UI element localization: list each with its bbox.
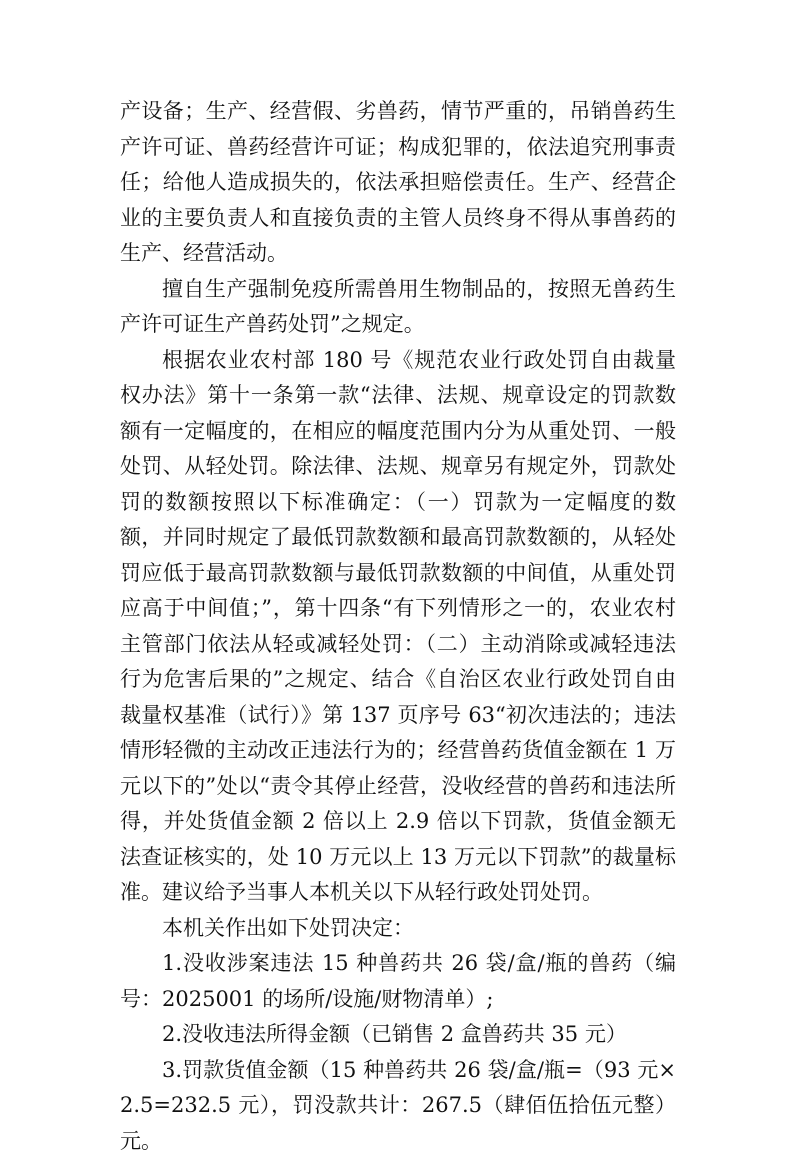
paragraph-penalty-item-3: 3.罚款货值金额（15 种兽药共 26 袋/盒/瓶=（93 元×2.5=232.5 元），罚没款共计：267.5（肆佰伍拾伍元整）元。: [120, 1053, 676, 1159]
paragraph-penalty-item-1: 1.没收涉案违法 15 种兽药共 26 袋/盒/瓶的兽药（编号：2025001 的场所/设施/财物清单）;: [120, 946, 676, 1017]
paragraph-biological-products: 擅自生产强制免疫所需兽用生物制品的，按照无兽药生产许可证生产兽药处罚”之规定。: [120, 272, 676, 343]
document-body: [120, 94, 676, 1159]
paragraph-decision-intro: 本机关作出如下处罚决定：: [120, 911, 676, 947]
paragraph-penalty-item-2: 2.没收违法所得金额（已销售 2 盒兽药共 35 元）: [120, 1017, 676, 1053]
paragraph-continuation: 产设备；生产、经营假、劣兽药，情节严重的，吊销兽药生产许可证、兽药经营许可证；构成犯罪的，依法追究刑事责任；给他人造成损失的，依法承担赔偿责任。生产、经营企业的主要负责人和直接负责的主管人员终身不得从事兽药的生产、经营活动。: [120, 94, 676, 272]
paragraph-legal-basis: 根据农业农村部 180 号《规范农业行政处罚自由裁量权办法》第十一条第一款“法律、法规、规章设定的罚款数额有一定幅度的，在相应的幅度范围内分为从重处罚、一般处罚、从轻处罚。除法律、法规、规章另有规定外，罚款处罚的数额按照以下标准确定：（一）罚款为一定幅度的数额，并同时规定了最低罚款数额和最高罚款数额的，从轻处罚应低于最高罚款数额与最低罚款数额的中间值，从重处罚应高于中间值；”，第十四条“有下列情形之一的，农业农村主管部门依法从轻或减轻处罚：（二）主动消除或减轻违法行为危害后果的”之规定、结合《自治区农业行政处罚自由裁量权基准（试行）》第 137 页序号 63“初次违法的；违法情形轻微的主动改正违法行为的；经营兽药货值金额在 1 万元以下的”处以“责令其停止经营，没收经营的兽药和违法所得，并处货值金额 2 倍以上 2.9 倍以下罚款，货值金额无法查证核实的，处 10 万元以上 13 万元以下罚款”的裁量标准。建议给予当事人本机关以下从轻行政处罚处罚。: [120, 343, 676, 911]
